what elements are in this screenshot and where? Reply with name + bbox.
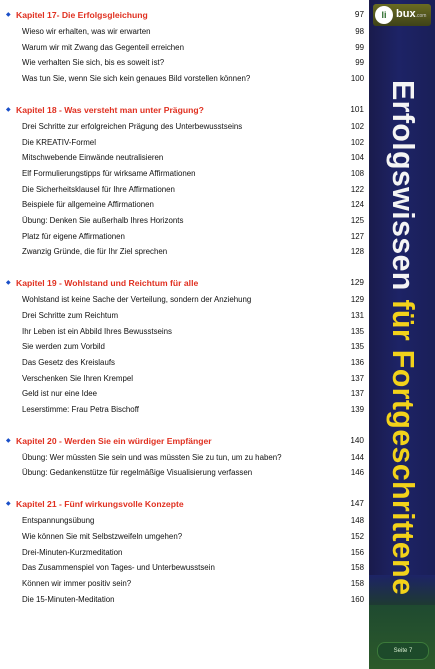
entry-page-number: 160 — [350, 594, 364, 604]
entry-title: Die 15-Minuten-Meditation — [22, 594, 115, 604]
book-title-sub: für Fortgeschrittene — [386, 299, 420, 596]
toc-entry[interactable] — [6, 292, 364, 308]
diamond-bullet-icon: ◆ — [6, 437, 11, 444]
entry-page-number: 102 — [350, 137, 364, 147]
chapter-heading[interactable] — [6, 274, 364, 292]
entry-page-number: 102 — [350, 121, 364, 131]
toc-entry[interactable] — [6, 150, 364, 166]
logo-brand-name: bux — [396, 8, 416, 20]
chapter-title: Kapitel 18 - Was versteht man unter Prägung? — [16, 104, 204, 115]
toc-entry[interactable] — [6, 386, 364, 402]
entry-title: Das Zusammenspiel von Tages- und Unterbewusstsein — [22, 563, 215, 573]
entry-title: Was tun Sie, wenn Sie sich kein genaues Bild vorstellen können? — [22, 74, 251, 84]
entry-page-number: 108 — [350, 168, 364, 178]
chapter-17 — [6, 6, 364, 87]
toc-entry[interactable] — [6, 513, 364, 529]
chapter-21 — [6, 495, 364, 607]
toc-entry[interactable] — [6, 166, 364, 182]
chapter-heading[interactable] — [6, 432, 364, 450]
entry-title: Drei-Minuten-Kurzmeditation — [22, 547, 123, 557]
diamond-bullet-icon: ◆ — [6, 280, 11, 287]
chapter-page-number: 147 — [350, 499, 364, 509]
toc-entry[interactable] — [6, 213, 364, 229]
toc-entry[interactable] — [6, 182, 364, 198]
entry-title: Geld ist nur eine Idee — [22, 389, 98, 399]
chapter-page-number: 101 — [350, 104, 364, 114]
chapter-page-number: 97 — [354, 10, 364, 19]
toc-entry[interactable] — [6, 55, 364, 71]
entry-page-number: 100 — [350, 74, 364, 84]
toc-entry[interactable] — [6, 450, 364, 466]
entry-title: Sie werden zum Vorbild — [22, 342, 105, 352]
chapter-18 — [6, 101, 364, 260]
entry-title: Leserstimme: Frau Petra Bischoff — [22, 405, 139, 415]
entry-page-number: 104 — [350, 153, 364, 163]
diamond-bullet-icon: ◆ — [6, 12, 11, 18]
entry-title: Warum wir mit Zwang das Gegenteil erreichen — [22, 42, 184, 52]
entry-title: Mitschwebende Einwände neutralisieren — [22, 153, 164, 163]
book-spine-sidebar — [369, 0, 435, 669]
entry-title: Übung: Denken Sie außerhalb Ihres Horizonts — [22, 216, 184, 226]
entry-title: Ihr Leben ist ein Abbild Ihres Bewusstseins — [22, 326, 173, 336]
toc-entry[interactable] — [6, 592, 364, 608]
entry-page-number: 135 — [350, 326, 364, 336]
toc-entry[interactable] — [6, 229, 364, 245]
toc-entry[interactable] — [6, 197, 364, 213]
toc-entry[interactable] — [6, 339, 364, 355]
entry-page-number: 152 — [350, 531, 364, 541]
toc-entry[interactable] — [6, 119, 364, 135]
entry-page-number: 129 — [350, 295, 364, 305]
entry-page-number: 146 — [350, 468, 364, 478]
logo-brand — [396, 8, 426, 20]
entry-title: Wie verhalten Sie sich, bis es soweit ist? — [22, 58, 165, 68]
toc-entry[interactable] — [6, 40, 364, 56]
entry-title: Übung: Wer müssten Sie sein und was müssten Sie zu tun, um zu haben? — [22, 452, 282, 462]
entry-page-number: 139 — [350, 405, 364, 415]
entry-title: Beispiele für allgemeine Affirmationen — [22, 200, 154, 210]
entry-title: Die KREATIV-Formel — [22, 137, 96, 147]
entry-page-number: 99 — [355, 58, 364, 68]
chapter-title: Kapitel 20 - Werden Sie ein würdiger Empfänger — [16, 435, 212, 446]
diamond-bullet-icon: ◆ — [6, 106, 11, 113]
entry-page-number: 122 — [350, 184, 364, 194]
entry-title: Das Gesetz des Kreislaufs — [22, 357, 115, 367]
chapter-page-number: 129 — [350, 278, 364, 288]
entry-title: Wieso wir erhalten, was wir erwarten — [22, 27, 151, 36]
toc-entry[interactable] — [6, 244, 364, 260]
entry-page-number: 136 — [350, 357, 364, 367]
entry-page-number: 148 — [350, 516, 364, 526]
toc-entry[interactable] — [6, 465, 364, 481]
entry-page-number: 99 — [355, 42, 364, 52]
entry-page-number: 98 — [355, 27, 364, 36]
book-title-main: Erfolgswissen — [386, 80, 420, 291]
toc-entry[interactable] — [6, 402, 364, 418]
logo-badge-icon: li — [375, 6, 393, 24]
entry-title: Können wir immer positiv sein? — [22, 578, 132, 588]
toc-entry[interactable] — [6, 371, 364, 387]
logo-suffix: .com — [415, 13, 427, 19]
entry-page-number: 124 — [350, 200, 364, 210]
entry-title: Drei Schritte zur erfolgreichen Prägung des Unterbewusstseins — [22, 121, 243, 131]
page-number-badge: Seite 7 — [377, 642, 429, 660]
entry-page-number: 135 — [350, 342, 364, 352]
entry-title: Wohlstand ist keine Sache der Verteilung, sondern der Anziehung — [22, 295, 252, 305]
entry-page-number: 156 — [350, 547, 364, 557]
entry-page-number: 128 — [350, 247, 364, 257]
toc-entry[interactable] — [6, 308, 364, 324]
chapter-heading[interactable] — [6, 6, 364, 24]
chapter-20 — [6, 432, 364, 481]
chapter-page-number: 140 — [350, 435, 364, 445]
entry-page-number: 158 — [350, 563, 364, 573]
book-title-vertical — [377, 80, 429, 600]
toc-entry[interactable] — [6, 545, 364, 561]
entry-title: Elf Formulierungstipps für wirksame Affirmationen — [22, 168, 196, 178]
entry-page-number: 127 — [350, 231, 364, 241]
entry-page-number: 137 — [350, 373, 364, 383]
chapter-title: Kapitel 21 - Fünf wirkungsvolle Konzepte — [16, 499, 184, 510]
entry-title: Drei Schritte zum Reichtum — [22, 310, 119, 320]
toc-entry[interactable] — [6, 24, 364, 40]
entry-page-number: 137 — [350, 389, 364, 399]
toc-entry[interactable] — [6, 135, 364, 151]
entry-title: Die Sicherheitsklausel für Ihre Affirmationen — [22, 184, 175, 194]
chapter-heading[interactable] — [6, 101, 364, 119]
entry-title: Platz für eigene Affirmationen — [22, 231, 125, 241]
chapter-title: Kapitel 19 - Wohlstand und Reichtum für alle — [16, 278, 199, 289]
publisher-logo[interactable] — [373, 4, 431, 26]
entry-page-number: 125 — [350, 216, 364, 226]
table-of-contents — [6, 6, 364, 621]
entry-title: Wie können Sie mit Selbstzweifeln umgehen? — [22, 531, 183, 541]
entry-page-number: 158 — [350, 578, 364, 588]
toc-entry[interactable] — [6, 576, 364, 592]
chapter-title: Kapitel 17- Die Erfolgsgleichung — [16, 10, 148, 20]
entry-title: Übung: Gedankenstütze für regelmäßige Visualisierung verfassen — [22, 468, 253, 478]
toc-entry[interactable] — [6, 529, 364, 545]
chapter-19 — [6, 274, 364, 418]
toc-entry[interactable] — [6, 71, 364, 87]
toc-entry[interactable] — [6, 355, 364, 371]
entry-title: Entspannungsübung — [22, 516, 95, 526]
toc-entry[interactable] — [6, 324, 364, 340]
toc-entry[interactable] — [6, 560, 364, 576]
entry-page-number: 131 — [350, 310, 364, 320]
diamond-bullet-icon: ◆ — [6, 501, 11, 508]
entry-title: Verschenken Sie Ihren Krempel — [22, 373, 133, 383]
chapter-heading[interactable] — [6, 495, 364, 513]
entry-page-number: 144 — [350, 452, 364, 462]
entry-title: Zwanzig Gründe, die für Ihr Ziel sprechen — [22, 247, 168, 257]
